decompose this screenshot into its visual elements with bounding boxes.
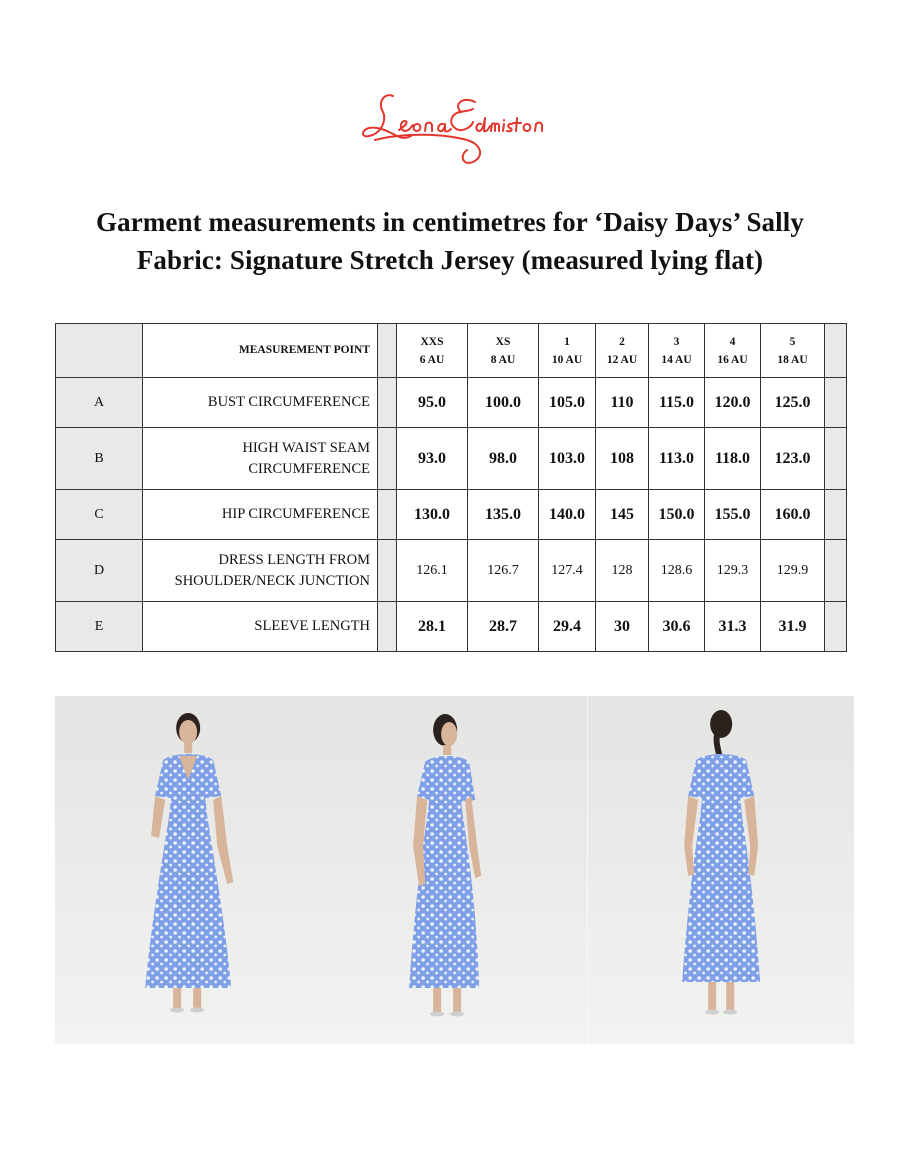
value-cell: 31.3 <box>705 602 761 652</box>
value-cell: 145 <box>596 490 649 540</box>
value-cell: 123.0 <box>761 428 825 490</box>
value-cell: 31.9 <box>761 602 825 652</box>
size-code: 5 <box>789 335 796 348</box>
size-au: 16 AU <box>717 353 748 366</box>
size-code: XXS <box>420 335 444 348</box>
value-cell: 125.0 <box>761 378 825 428</box>
value-cell: 126.7 <box>468 540 539 602</box>
value-cell: 150.0 <box>649 490 705 540</box>
spacer-cell <box>378 490 397 540</box>
row-label <box>143 602 378 652</box>
size-header-xxs <box>397 324 468 378</box>
spacer-cell <box>825 324 847 378</box>
signature-logo-icon <box>355 78 545 178</box>
value-cell: 100.0 <box>468 378 539 428</box>
value-cell: 140.0 <box>539 490 596 540</box>
size-header-1 <box>539 324 596 378</box>
row-letter: E <box>56 602 143 652</box>
spacer-cell <box>378 378 397 428</box>
value-cell: 115.0 <box>649 378 705 428</box>
photo-front-view <box>55 696 321 1044</box>
photo-back-view <box>588 696 854 1044</box>
size-code: 3 <box>673 335 680 348</box>
value-cell: 120.0 <box>705 378 761 428</box>
size-header-4 <box>705 324 761 378</box>
size-code: XS <box>495 335 511 348</box>
title-line-2: Fabric: Signature Stretch Jersey (measured lying flat) <box>136 245 764 275</box>
row-label <box>143 378 378 428</box>
model-front-image <box>55 696 321 1044</box>
value-cell: 30 <box>596 602 649 652</box>
size-au: 14 AU <box>661 353 692 366</box>
size-header-xs <box>468 324 539 378</box>
value-cell: 128.6 <box>649 540 705 602</box>
brand-logo <box>355 78 545 178</box>
model-back-image <box>588 696 854 1044</box>
row-label-line: SHOULDER/NECK JUNCTION <box>174 572 370 589</box>
row-label <box>143 428 378 490</box>
spacer-cell <box>825 490 847 540</box>
row-label <box>143 540 378 602</box>
row-letter: B <box>56 428 143 490</box>
value-cell: 103.0 <box>539 428 596 490</box>
table-row <box>56 428 847 490</box>
size-header-5 <box>761 324 825 378</box>
value-cell: 126.1 <box>397 540 468 602</box>
value-cell: 105.0 <box>539 378 596 428</box>
header-letter-cell <box>56 324 143 378</box>
spacer-cell <box>825 602 847 652</box>
size-au: 6 AU <box>419 353 445 366</box>
size-code: 4 <box>729 335 736 348</box>
row-label-line: SLEEVE LENGTH <box>254 618 370 634</box>
spacer-cell <box>378 540 397 602</box>
row-label <box>143 490 378 540</box>
spacer-cell <box>825 378 847 428</box>
value-cell: 129.3 <box>705 540 761 602</box>
value-cell: 98.0 <box>468 428 539 490</box>
spacer-cell <box>378 602 397 652</box>
value-cell: 135.0 <box>468 490 539 540</box>
size-au: 8 AU <box>490 353 516 366</box>
value-cell: 118.0 <box>705 428 761 490</box>
row-label-line: CIRCUMFERENCE <box>248 460 370 477</box>
spacer-cell <box>378 428 397 490</box>
product-photos <box>55 696 854 1044</box>
header-measurement-point: MEASUREMENT POINT <box>143 324 378 378</box>
table-row <box>56 602 847 652</box>
value-cell: 108 <box>596 428 649 490</box>
size-au: 18 AU <box>777 353 808 366</box>
size-au: 12 AU <box>606 353 638 366</box>
table-row <box>56 540 847 602</box>
value-cell: 29.4 <box>539 602 596 652</box>
size-au: 10 AU <box>551 353 583 366</box>
model-side-image <box>321 696 587 1044</box>
value-cell: 95.0 <box>397 378 468 428</box>
title-line-1: Garment measurements in centimetres for ‘Daisy Days’ Sally <box>96 207 804 237</box>
spacer-cell <box>378 324 397 378</box>
row-label-line: HIP CIRCUMFERENCE <box>221 506 370 522</box>
row-label-line: BUST CIRCUMFERENCE <box>207 394 370 410</box>
row-label-line: DRESS LENGTH FROM <box>218 551 370 568</box>
measurement-table <box>55 323 847 652</box>
size-code: 1 <box>564 335 570 348</box>
spacer-cell <box>825 428 847 490</box>
page-title <box>0 203 900 279</box>
value-cell: 160.0 <box>761 490 825 540</box>
spacer-cell <box>825 540 847 602</box>
value-cell: 113.0 <box>649 428 705 490</box>
table-row <box>56 378 847 428</box>
size-code: 2 <box>619 335 625 348</box>
value-cell: 93.0 <box>397 428 468 490</box>
value-cell: 28.1 <box>397 602 468 652</box>
table-row <box>56 490 847 540</box>
row-letter: A <box>56 378 143 428</box>
value-cell: 30.6 <box>649 602 705 652</box>
value-cell: 127.4 <box>539 540 596 602</box>
value-cell: 129.9 <box>761 540 825 602</box>
size-header-3 <box>649 324 705 378</box>
table-body <box>56 324 847 652</box>
value-cell: 110 <box>596 378 649 428</box>
size-header-2 <box>596 324 649 378</box>
table-header-row <box>56 324 847 378</box>
value-cell: 130.0 <box>397 490 468 540</box>
row-label-line: HIGH WAIST SEAM <box>242 439 370 456</box>
value-cell: 128 <box>596 540 649 602</box>
row-letter: D <box>56 540 143 602</box>
row-letter: C <box>56 490 143 540</box>
photo-side-view <box>321 696 587 1044</box>
value-cell: 155.0 <box>705 490 761 540</box>
value-cell: 28.7 <box>468 602 539 652</box>
